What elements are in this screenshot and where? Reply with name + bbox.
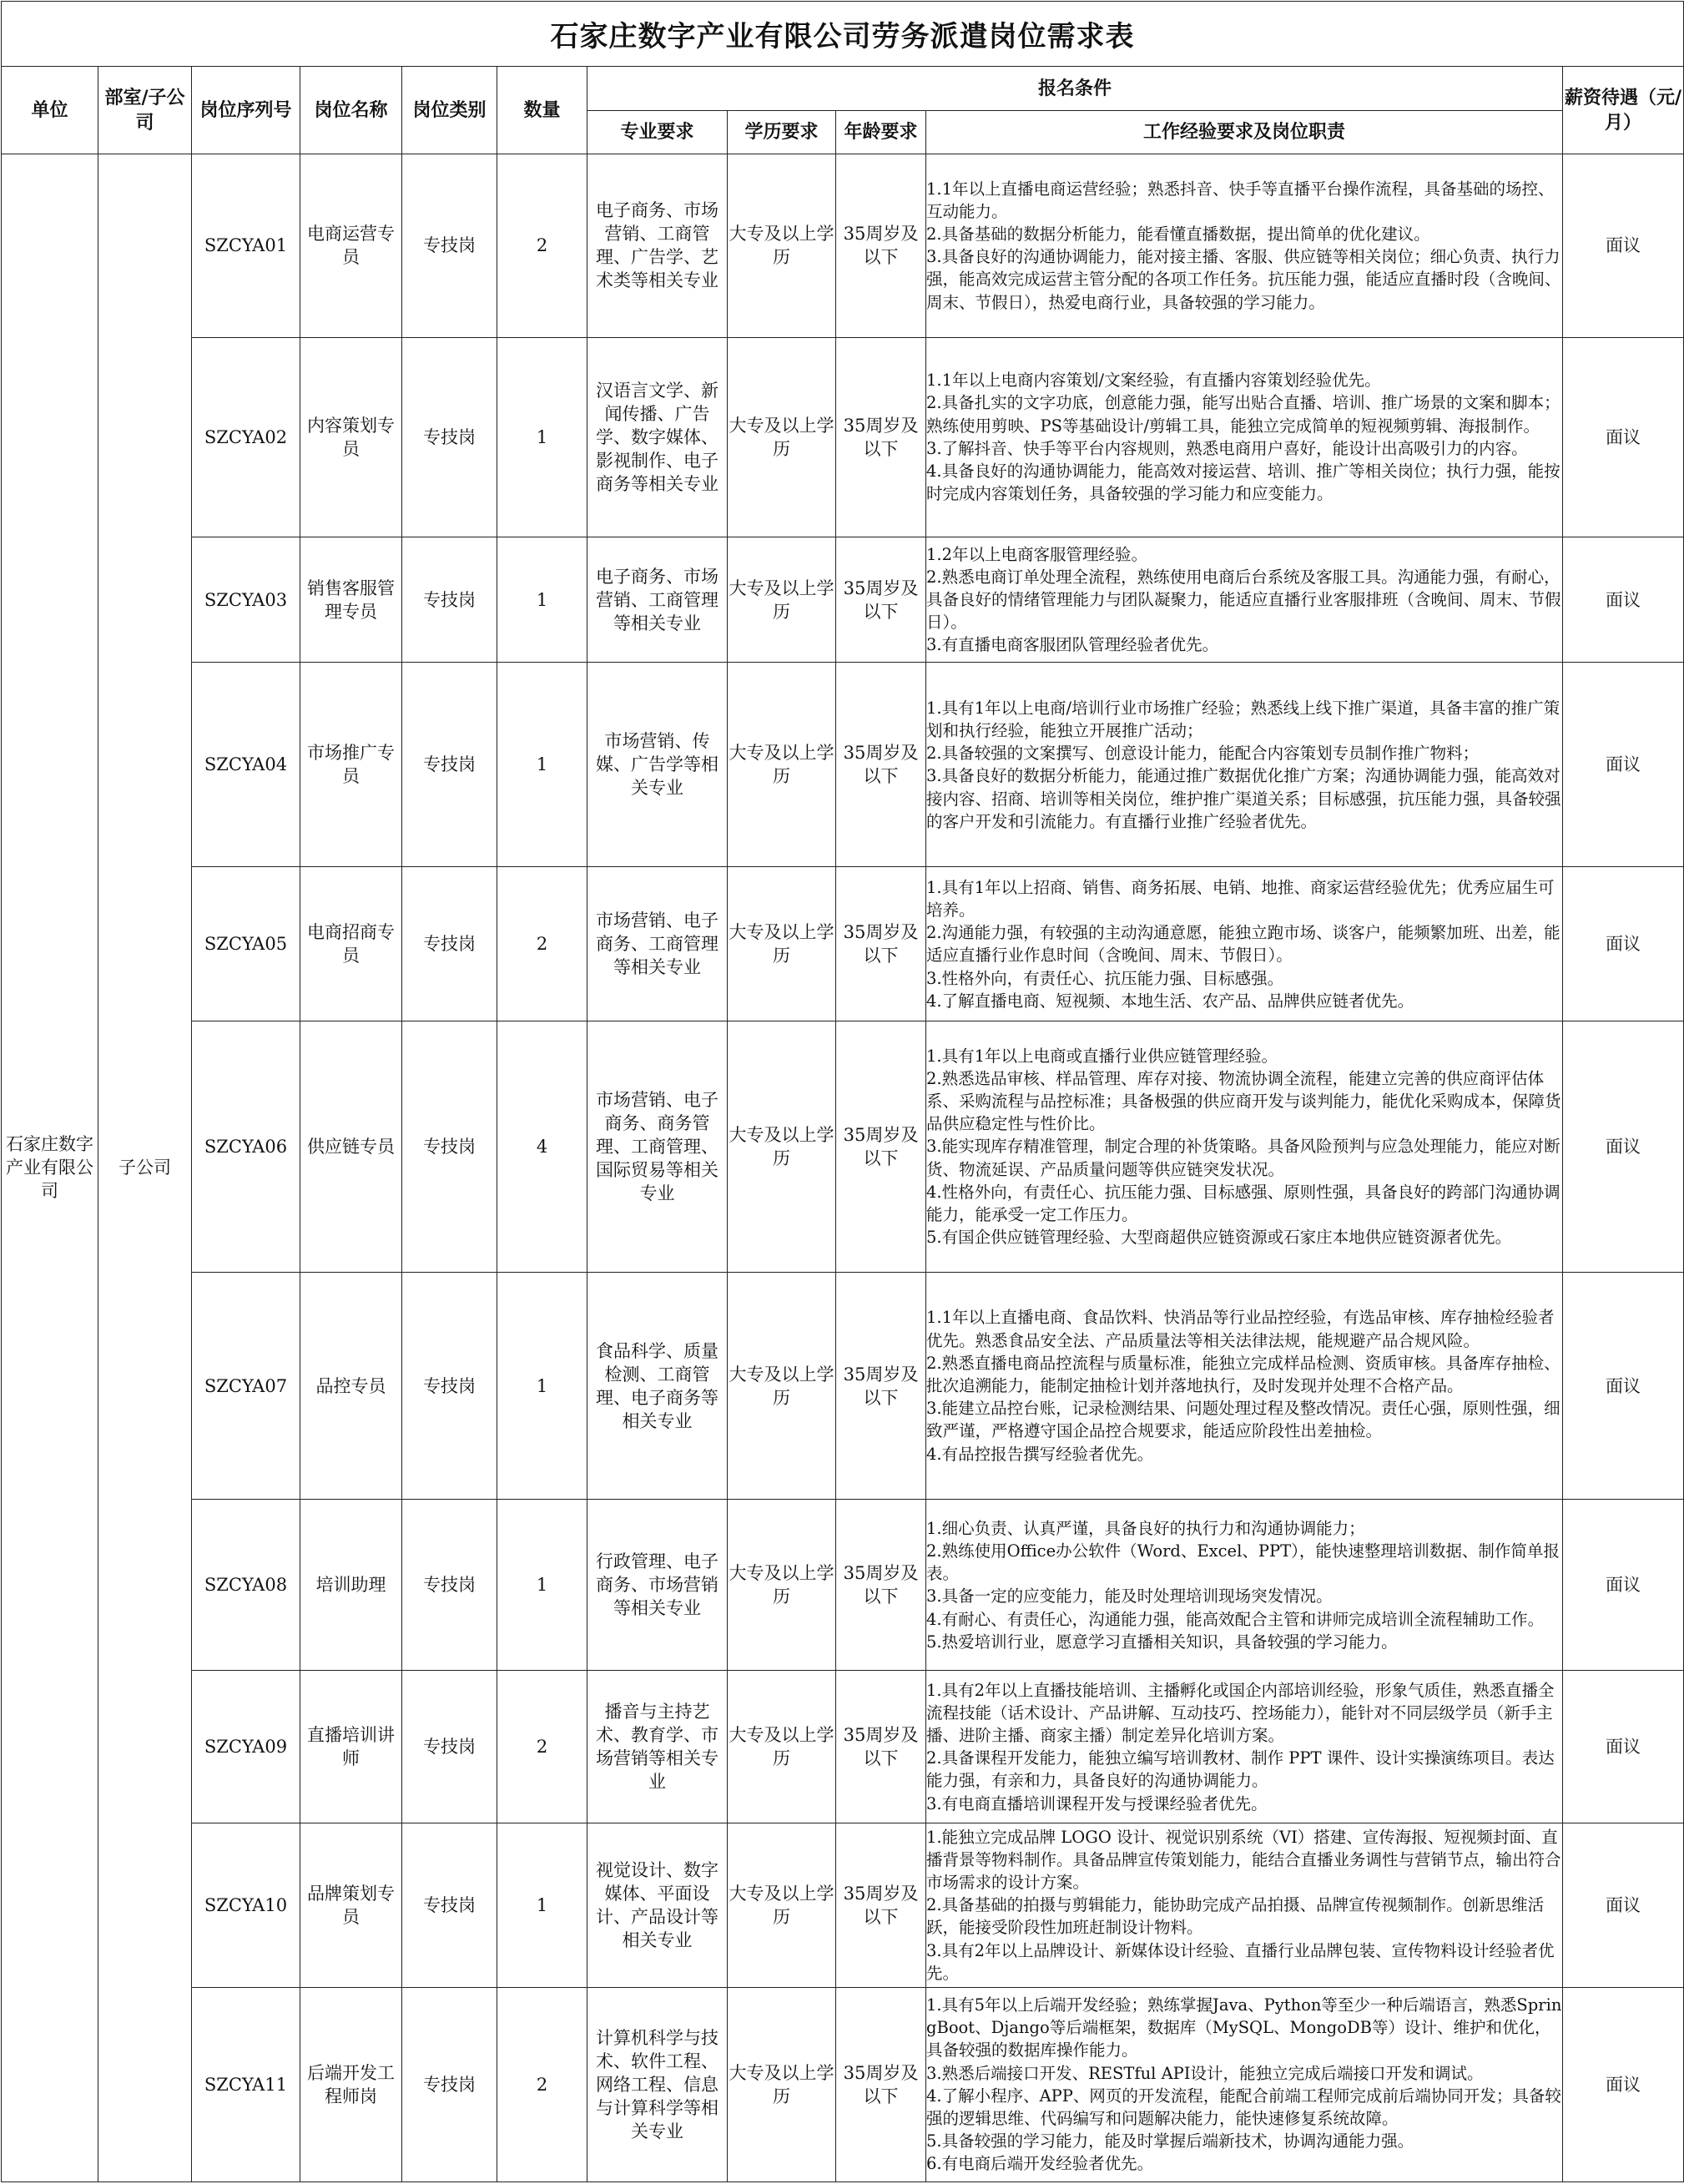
- education-cell: 大专及以上学历: [728, 154, 836, 337]
- code-cell: SZCYA03: [192, 537, 300, 662]
- name-cell: 品控专员: [300, 1272, 402, 1500]
- requirement-item: 1.2年以上电商客服管理经验。: [926, 544, 1148, 564]
- requirement-item: 4.了解直播电商、短视频、本地生活、农产品、品牌供应链者优先。: [926, 991, 1414, 1011]
- header-salary: 薪资待遇（元/月）: [1563, 66, 1684, 154]
- education-cell: 大专及以上学历: [728, 1500, 836, 1671]
- requirement-item: 3.具备一定的应变能力，能及时处理培训现场突发情况。: [926, 1586, 1333, 1606]
- table-row: [2, 1671, 1684, 1823]
- requirement-item: 1.1年以上直播电商运营经验；熟悉抖音、快手等直播平台操作流程，具备基础的场控、互动能力。: [926, 179, 1555, 221]
- requirement-item: 1.具有5年以上后端开发经验；熟练掌握Java、Python等至少一种后端语言，熟悉SpringBoot、Django等后端框架，数据库（MySQL、MongoDB等）设计、维护和优化，具备较强的数据库操作能力。: [926, 1995, 1562, 2060]
- major-cell: 食品科学、质量检测、工商管理、电子商务等相关专业: [587, 1272, 728, 1500]
- category-cell: 专技岗: [402, 1671, 497, 1823]
- requirements-cell: [926, 1671, 1563, 1823]
- major-cell: 视觉设计、数字媒体、平面设计、产品设计等相关专业: [587, 1823, 728, 1987]
- salary-cell: 面议: [1563, 154, 1684, 337]
- requirement-item: 2.熟悉电商订单处理全流程，熟练使用电商后台系统及客服工具。沟通能力强，有耐心，具备良好的情绪管理能力与团队凝聚力，能适应直播行业客服排班（含晚间、周末、节假日）。: [926, 567, 1561, 633]
- requirement-item: 1.具有2年以上直播技能培训、主播孵化或国企内部培训经验，形象气质佳，熟悉直播全流程技能（话术设计、产品讲解、互动技巧、控场能力），能针对不同层级学员（新手主播、进阶主播、商家主播）制定差异化培训方案。: [926, 1680, 1555, 1745]
- header-dept: 部室/子公司: [98, 66, 192, 154]
- requirement-item: 2.具备基础的数据分析能力，能看懂直播数据，提出简单的优化建议。: [926, 224, 1430, 244]
- requirements-cell: [926, 663, 1563, 867]
- name-cell: 直播培训讲师: [300, 1671, 402, 1823]
- count-cell: 4: [497, 1021, 587, 1273]
- requirements-cell: [926, 1500, 1563, 1671]
- requirement-item: 4.有品控报告撰写经验者优先。: [926, 1444, 1154, 1464]
- requirements-cell: [926, 1021, 1563, 1273]
- requirement-item: 2.熟悉选品审核、样品管理、库存对接、物流协调全流程，能建立完善的供应商评估体系、采购流程与品控标准；具备极强的供应商开发与谈判能力，能优化采购成本，保障货品供应稳定性与性价比。: [926, 1068, 1561, 1134]
- requirement-item: 3.有电商直播培训课程开发与授课经验者优先。: [926, 1793, 1268, 1813]
- requirement-item: 3.能建立品控台账，记录检测结果、问题处理过程及整改情况。责任心强，原则性强，细致严谨，严格遵守国企品控合规要求，能适应阶段性出差抽检。: [926, 1399, 1560, 1441]
- requirement-item: 5.有国企供应链管理经验、大型商超供应链资源或石家庄本地供应链资源者优先。: [926, 1228, 1512, 1248]
- age-cell: 35周岁及以下: [836, 1987, 926, 2181]
- education-cell: 大专及以上学历: [728, 1272, 836, 1500]
- header-education: 学历要求: [728, 111, 836, 154]
- requirement-item: 2.熟练使用Office办公软件（Word、Excel、PPT），能快速整理培训数据、制作简单报表。: [926, 1541, 1560, 1584]
- salary-cell: 面议: [1563, 537, 1684, 662]
- requirement-item: 2.具备较强的文案撰写、创意设计能力，能配合内容策划专员制作推广物料；: [926, 744, 1480, 764]
- education-cell: 大专及以上学历: [728, 663, 836, 867]
- unit-cell: 石家庄数字产业有限公司: [2, 154, 98, 2181]
- category-cell: 专技岗: [402, 1823, 497, 1987]
- table-row: [2, 1823, 1684, 1987]
- header-category: 岗位类别: [402, 66, 497, 154]
- header-conditions: 报名条件: [587, 66, 1563, 110]
- education-cell: 大专及以上学历: [728, 1021, 836, 1273]
- major-cell: 播音与主持艺术、教育学、市场营销等相关专业: [587, 1671, 728, 1823]
- count-cell: 2: [497, 867, 587, 1021]
- age-cell: 35周岁及以下: [836, 1671, 926, 1823]
- requirements-cell: [926, 867, 1563, 1021]
- requirement-item: 1.细心负责、认真严谨，具备良好的执行力和沟通协调能力；: [926, 1518, 1365, 1538]
- name-cell: 电商招商专员: [300, 867, 402, 1021]
- requirement-item: 3.具备良好的沟通协调能力，能对接主播、客服、供应链等相关岗位；细心负责、执行力强，能高效完成运营主管分配的各项工作任务。抗压能力强，能适应直播时段（含晚间、周末、节假日），热爱电商行业，具备较强的学习能力。: [926, 247, 1561, 312]
- requirements-cell: [926, 1823, 1563, 1987]
- age-cell: 35周岁及以下: [836, 1272, 926, 1500]
- header-unit: 单位: [2, 66, 98, 154]
- salary-cell: 面议: [1563, 1823, 1684, 1987]
- requirement-item: 4.性格外向，有责任心、抗压能力强、目标感强、原则性强，具备良好的跨部门沟通协调能力，能承受一定工作压力。: [926, 1182, 1560, 1225]
- requirement-item: 1.具有1年以上电商或直播行业供应链管理经验。: [926, 1046, 1278, 1066]
- code-cell: SZCYA06: [192, 1021, 300, 1273]
- count-cell: 1: [497, 537, 587, 662]
- header-major: 专业要求: [587, 111, 728, 154]
- name-cell: 销售客服管理专员: [300, 537, 402, 662]
- dept-cell: 子公司: [98, 154, 192, 2181]
- count-cell: 2: [497, 1987, 587, 2181]
- category-cell: 专技岗: [402, 1021, 497, 1273]
- age-cell: 35周岁及以下: [836, 867, 926, 1021]
- requirement-item: 5.热爱培训行业，愿意学习直播相关知识，具备较强的学习能力。: [926, 1632, 1398, 1652]
- requirement-item: 1.具有1年以上电商/培训行业市场推广经验；熟悉线上线下推广渠道，具备丰富的推广策划和执行经验，能独立开展推广活动；: [926, 698, 1560, 740]
- major-cell: 电子商务、市场营销、工商管理等相关专业: [587, 537, 728, 662]
- requirement-item: 3.有直播电商客服团队管理经验者优先。: [926, 635, 1219, 655]
- major-cell: 汉语言文学、新闻传播、广告学、数字媒体、影视制作、电子商务等相关专业: [587, 337, 728, 537]
- table-row: [2, 1272, 1684, 1500]
- requirement-item: 4.具备良好的沟通协调能力，能高效对接运营、培训、推广等相关岗位；执行力强，能按时完成内容策划任务，具备较强的学习能力和应变能力。: [926, 461, 1560, 504]
- requirement-item: 1.能独立完成品牌 LOGO 设计、视觉识别系统（VI）搭建、宣传海报、短视频封面、直播背景等物料制作。具备品牌宣传策划能力，能结合直播业务调性与营销节点，输出符合市场需求的设计方案。: [926, 1827, 1561, 1893]
- age-cell: 35周岁及以下: [836, 1823, 926, 1987]
- code-cell: SZCYA04: [192, 663, 300, 867]
- code-cell: SZCYA08: [192, 1500, 300, 1671]
- category-cell: 专技岗: [402, 537, 497, 662]
- table-row: [2, 1500, 1684, 1671]
- age-cell: 35周岁及以下: [836, 1021, 926, 1273]
- header-name: 岗位名称: [300, 66, 402, 154]
- salary-cell: 面议: [1563, 663, 1684, 867]
- requirement-item: 3.熟悉后端接口开发、RESTful API设计，能独立完成后端接口开发和调试。: [926, 2063, 1484, 2083]
- header-count: 数量: [497, 66, 587, 154]
- salary-cell: 面议: [1563, 1987, 1684, 2181]
- count-cell: 1: [497, 1823, 587, 1987]
- count-cell: 1: [497, 1500, 587, 1671]
- education-cell: 大专及以上学历: [728, 337, 836, 537]
- requirements-cell: [926, 1987, 1563, 2181]
- requirement-item: 3.了解抖音、快手等平台内容规则，熟悉电商用户喜好，能设计出高吸引力的内容。: [926, 438, 1528, 458]
- age-cell: 35周岁及以下: [836, 1500, 926, 1671]
- code-cell: SZCYA11: [192, 1987, 300, 2181]
- age-cell: 35周岁及以下: [836, 663, 926, 867]
- table-row: [2, 867, 1684, 1021]
- salary-cell: 面议: [1563, 1500, 1684, 1671]
- salary-cell: 面议: [1563, 1671, 1684, 1823]
- requirements-cell: [926, 1272, 1563, 1500]
- salary-cell: 面议: [1563, 1021, 1684, 1273]
- education-cell: 大专及以上学历: [728, 1823, 836, 1987]
- requirement-item: 4.了解小程序、APP、网页的开发流程，能配合前端工程师完成前后端协同开发；具备较强的逻辑思维、代码编写和问题解决能力，能快速修复系统故障。: [926, 2086, 1561, 2129]
- header-code: 岗位序列号: [192, 66, 300, 154]
- requirement-item: 2.具备扎实的文字功底，创意能力强，能写出贴合直播、培训、推广场景的文案和脚本；熟练使用剪映、PS等基础设计/剪辑工具，能独立完成简单的短视频剪辑、海报制作。: [926, 393, 1560, 436]
- count-cell: 1: [497, 1272, 587, 1500]
- major-cell: 行政管理、电子商务、市场营销等相关专业: [587, 1500, 728, 1671]
- category-cell: 专技岗: [402, 337, 497, 537]
- major-cell: 电子商务、市场营销、工商管理、广告学、艺术类等相关专业: [587, 154, 728, 337]
- name-cell: 供应链专员: [300, 1021, 402, 1273]
- count-cell: 2: [497, 1671, 587, 1823]
- name-cell: 培训助理: [300, 1500, 402, 1671]
- education-cell: 大专及以上学历: [728, 867, 836, 1021]
- education-cell: 大专及以上学历: [728, 1671, 836, 1823]
- count-cell: 1: [497, 663, 587, 867]
- table-row: [2, 1021, 1684, 1273]
- requirement-item: 1.具有1年以上招商、销售、商务拓展、电销、地推、商家运营经验优先；优秀应届生可培养。: [926, 877, 1555, 920]
- requirement-item: 4.有耐心、有责任心，沟通能力强，能高效配合主管和讲师完成培训全流程辅助工作。: [926, 1609, 1545, 1629]
- major-cell: 市场营销、电子商务、商务管理、工商管理、国际贸易等相关专业: [587, 1021, 728, 1273]
- requirements-cell: [926, 337, 1563, 537]
- salary-cell: 面议: [1563, 337, 1684, 537]
- category-cell: 专技岗: [402, 1500, 497, 1671]
- education-cell: 大专及以上学历: [728, 537, 836, 662]
- age-cell: 35周岁及以下: [836, 337, 926, 537]
- count-cell: 1: [497, 337, 587, 537]
- category-cell: 专技岗: [402, 867, 497, 1021]
- code-cell: SZCYA10: [192, 1823, 300, 1987]
- requirement-item: 6.有电商后端开发经验者优先。: [926, 2154, 1154, 2174]
- requirement-item: 2.熟悉直播电商品控流程与质量标准，能独立完成样品检测、资质审核。具备库存抽检、批次追溯能力，能制定抽检计划并落地执行，及时发现并处理不合格产品。: [926, 1353, 1560, 1396]
- requirement-item: 3.具有2年以上品牌设计、新媒体设计经验、直播行业品牌包装、宣传物料设计经验者优先。: [926, 1940, 1555, 1983]
- table-row: [2, 1987, 1684, 2181]
- requirement-item: 5.具备较强的学习能力，能及时掌握后端新技术，协调沟通能力强。: [926, 2131, 1414, 2151]
- code-cell: SZCYA05: [192, 867, 300, 1021]
- category-cell: 专技岗: [402, 1272, 497, 1500]
- requirement-item: 2.沟通能力强，有较强的主动沟通意愿，能独立跑市场、谈客户，能频繁加班、出差，能适应直播行业作息时间（含晚间、周末、节假日）。: [926, 923, 1560, 966]
- requirement-item: 2.具备课程开发能力，能独立编写培训教材、制作 PPT 课件、设计实操演练项目。表达能力强，有亲和力，具备良好的沟通协调能力。: [926, 1748, 1555, 1791]
- salary-cell: 面议: [1563, 1272, 1684, 1500]
- requirement-item: 1.1年以上直播电商、食品饮料、快消品等行业品控经验，有选品审核、库存抽检经验者优先。熟悉食品安全法、产品质量法等相关法律法规，能规避产品合规风险。: [926, 1308, 1555, 1350]
- name-cell: 市场推广专员: [300, 663, 402, 867]
- table-row: [2, 537, 1684, 662]
- category-cell: 专技岗: [402, 663, 497, 867]
- category-cell: 专技岗: [402, 154, 497, 337]
- requirements-cell: [926, 154, 1563, 337]
- name-cell: 后端开发工程师岗: [300, 1987, 402, 2181]
- name-cell: 内容策划专员: [300, 337, 402, 537]
- education-cell: 大专及以上学历: [728, 1987, 836, 2181]
- code-cell: SZCYA02: [192, 337, 300, 537]
- position-requirements-table: [1, 1, 1684, 2182]
- count-cell: 2: [497, 154, 587, 337]
- name-cell: 电商运营专员: [300, 154, 402, 337]
- major-cell: 计算机科学与技术、软件工程、网络工程、信息与计算科学等相关专业: [587, 1987, 728, 2181]
- category-cell: 专技岗: [402, 1987, 497, 2181]
- requirement-item: 3.具备良好的数据分析能力，能通过推广数据优化推广方案；沟通协调能力强，能高效对接内容、招商、培训等相关岗位，维护推广渠道关系；目标感强，抗压能力强，具备较强的客户开发和引流能力。有直播行业推广经验者优先。: [926, 766, 1561, 831]
- major-cell: 市场营销、电子商务、工商管理等相关专业: [587, 867, 728, 1021]
- table-row: [2, 663, 1684, 867]
- code-cell: SZCYA01: [192, 154, 300, 337]
- header-experience: 工作经验要求及岗位职责: [926, 111, 1563, 154]
- requirement-item: 3.能实现库存精准管理，制定合理的补货策略。具备风险预判与应急处理能力，能应对断货、物流延误、产品质量问题等供应链突发状况。: [926, 1137, 1560, 1179]
- requirement-item: 1.1年以上电商内容策划/文案经验，有直播内容策划经验优先。: [926, 371, 1381, 391]
- code-cell: SZCYA09: [192, 1671, 300, 1823]
- age-cell: 35周岁及以下: [836, 154, 926, 337]
- table-title: 石家庄数字产业有限公司劳务派遣岗位需求表: [2, 2, 1684, 67]
- code-cell: SZCYA07: [192, 1272, 300, 1500]
- requirement-item: 3.性格外向，有责任心、抗压能力强、目标感强。: [926, 968, 1284, 988]
- major-cell: 市场营销、传媒、广告学等相关专业: [587, 663, 728, 867]
- table-row: [2, 154, 1684, 337]
- table-row: [2, 337, 1684, 537]
- name-cell: 品牌策划专员: [300, 1823, 402, 1987]
- header-age: 年龄要求: [836, 111, 926, 154]
- age-cell: 35周岁及以下: [836, 537, 926, 662]
- requirements-cell: [926, 537, 1563, 662]
- requirement-item: 2.具备基础的拍摄与剪辑能力，能协助完成产品拍摄、品牌宣传视频制作。创新思维活跃，能接受阶段性加班赶制设计物料。: [926, 1895, 1545, 1938]
- salary-cell: 面议: [1563, 867, 1684, 1021]
